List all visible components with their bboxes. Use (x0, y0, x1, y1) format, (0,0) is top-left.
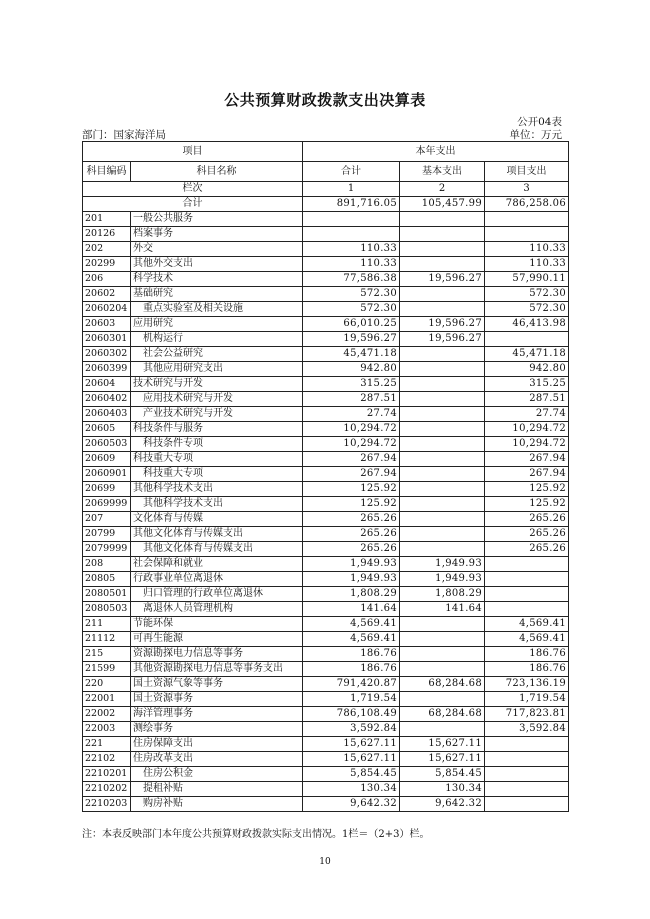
table-row (83, 617, 569, 632)
cell-project: 186.76 (485, 647, 569, 662)
table-row (83, 257, 569, 272)
cell-code: 21112 (83, 632, 131, 647)
cell-project: 265.26 (485, 542, 569, 557)
cell-name: 提租补贴 (131, 782, 303, 797)
table-row (83, 287, 569, 302)
table-row (83, 347, 569, 362)
table-row (83, 677, 569, 692)
cell-basic (400, 287, 485, 302)
cell-project: 572.30 (485, 287, 569, 302)
cell-total: 19,596.27 (303, 332, 400, 347)
table-row (83, 512, 569, 527)
cell-total: 27.74 (303, 407, 400, 422)
cell-total: 5,854.45 (303, 767, 400, 782)
cell-basic (400, 392, 485, 407)
cell-total: 265.26 (303, 527, 400, 542)
cell-basic (400, 422, 485, 437)
cell-total: 791,420.87 (303, 677, 400, 692)
cell-name: 档案事务 (131, 227, 303, 242)
cell-name: 住房改革支出 (131, 752, 303, 767)
table-row (83, 452, 569, 467)
cell-project: 110.33 (485, 242, 569, 257)
cell-project: 27.74 (485, 407, 569, 422)
cell-name: 应用技术研究与开发 (131, 392, 303, 407)
cell-total: 265.26 (303, 512, 400, 527)
cell-basic (400, 512, 485, 527)
cell-code: 220 (83, 677, 131, 692)
cell-project: 57,990.11 (485, 272, 569, 287)
cell-basic: 5,854.45 (400, 767, 485, 782)
cell-project: 4,569.41 (485, 617, 569, 632)
cell-total: 110.33 (303, 257, 400, 272)
cell-project: 717,823.81 (485, 707, 569, 722)
cell-basic (400, 347, 485, 362)
cell-name: 国土资源事务 (131, 692, 303, 707)
cell-name: 技术研究与开发 (131, 377, 303, 392)
cell-total (303, 212, 400, 227)
cell-name: 可再生能源 (131, 632, 303, 647)
col-index-1: 1 (303, 182, 400, 197)
cell-project (485, 752, 569, 767)
cell-project: 265.26 (485, 512, 569, 527)
cell-basic (400, 362, 485, 377)
total-row (83, 197, 569, 212)
cell-total: 267.94 (303, 452, 400, 467)
cell-basic (400, 377, 485, 392)
cell-project: 4,569.41 (485, 632, 569, 647)
cell-basic (400, 632, 485, 647)
cell-basic: 1,808.29 (400, 587, 485, 602)
cell-code: 20299 (83, 257, 131, 272)
cell-name: 国土资源气象等事务 (131, 677, 303, 692)
cell-basic (400, 482, 485, 497)
table-row (83, 752, 569, 767)
table-row (83, 272, 569, 287)
cell-name: 科技条件专项 (131, 437, 303, 452)
cell-total: 66,010.25 (303, 317, 400, 332)
cell-code: 20699 (83, 482, 131, 497)
cell-total: 4,569.41 (303, 632, 400, 647)
cell-code: 20604 (83, 377, 131, 392)
cell-total: 3,592.84 (303, 722, 400, 737)
cell-basic (400, 722, 485, 737)
table-row (83, 212, 569, 227)
table-row (83, 587, 569, 602)
cell-name: 应用研究 (131, 317, 303, 332)
cell-project (485, 797, 569, 812)
cell-basic: 19,596.27 (400, 272, 485, 287)
cell-name: 科技重大专项 (131, 452, 303, 467)
table-row (83, 647, 569, 662)
cell-basic (400, 437, 485, 452)
table-row (83, 557, 569, 572)
cell-name: 社会公益研究 (131, 347, 303, 362)
cell-name: 外交 (131, 242, 303, 257)
cell-name: 其他文化体育与传媒支出 (131, 542, 303, 557)
cell-name: 产业技术研究与开发 (131, 407, 303, 422)
cell-project: 1,719.54 (485, 692, 569, 707)
cell-project: 46,413.98 (485, 317, 569, 332)
cell-code: 206 (83, 272, 131, 287)
table-row (83, 227, 569, 242)
cell-basic (400, 302, 485, 317)
cell-basic: 15,627.11 (400, 737, 485, 752)
cell-name: 海洋管理事务 (131, 707, 303, 722)
cell-basic (400, 527, 485, 542)
cell-basic: 141.64 (400, 602, 485, 617)
cell-code: 2069999 (83, 497, 131, 512)
cell-code: 211 (83, 617, 131, 632)
cell-basic: 68,284.68 (400, 707, 485, 722)
cell-name: 归口管理的行政单位离退休 (131, 587, 303, 602)
cell-basic (400, 212, 485, 227)
cell-project (485, 737, 569, 752)
cell-code: 2080501 (83, 587, 131, 602)
cell-total: 1,808.29 (303, 587, 400, 602)
cell-project: 287.51 (485, 392, 569, 407)
cell-total: 77,586.38 (303, 272, 400, 287)
cell-total: 125.92 (303, 482, 400, 497)
cell-basic (400, 497, 485, 512)
header-name: 科目名称 (131, 162, 303, 182)
cell-total: 15,627.11 (303, 752, 400, 767)
cell-project: 942.80 (485, 362, 569, 377)
cell-name: 基础研究 (131, 287, 303, 302)
cell-code: 20609 (83, 452, 131, 467)
cell-code: 215 (83, 647, 131, 662)
cell-name: 资源勘探电力信息等事务 (131, 647, 303, 662)
cell-code: 22001 (83, 692, 131, 707)
table-row (83, 377, 569, 392)
cell-name: 购房补贴 (131, 797, 303, 812)
cell-name: 文化体育与传媒 (131, 512, 303, 527)
header-code: 科目编码 (83, 162, 131, 182)
cell-total: 141.64 (303, 602, 400, 617)
table-row (83, 317, 569, 332)
table-row (83, 362, 569, 377)
cell-basic: 9,642.32 (400, 797, 485, 812)
table-row (83, 797, 569, 812)
cell-basic (400, 227, 485, 242)
cell-code: 2060302 (83, 347, 131, 362)
page-number: 10 (319, 857, 331, 867)
table-row (83, 467, 569, 482)
cell-project (485, 332, 569, 347)
form-number: 公开04表 (517, 116, 562, 128)
cell-name: 科学技术 (131, 272, 303, 287)
cell-total: 786,108.49 (303, 707, 400, 722)
col-index-3: 3 (485, 182, 569, 197)
cell-code: 2210202 (83, 782, 131, 797)
total-project: 786,258.06 (485, 197, 569, 212)
cell-name: 重点实验室及相关设施 (131, 302, 303, 317)
cell-total: 130.34 (303, 782, 400, 797)
cell-name: 离退休人员管理机构 (131, 602, 303, 617)
budget-table (82, 141, 569, 812)
header-basic: 基本支出 (400, 162, 485, 182)
table-row (83, 482, 569, 497)
cell-code: 202 (83, 242, 131, 257)
cell-code: 2210201 (83, 767, 131, 782)
cell-total: 10,294.72 (303, 422, 400, 437)
cell-name: 测绘事务 (131, 722, 303, 737)
table-row (83, 782, 569, 797)
table-row (83, 332, 569, 347)
cell-project: 10,294.72 (485, 422, 569, 437)
cell-total: 4,569.41 (303, 617, 400, 632)
cell-total (303, 227, 400, 242)
header-item: 项目 (83, 142, 303, 162)
cell-project: 125.92 (485, 497, 569, 512)
cell-total: 110.33 (303, 242, 400, 257)
cell-code: 21599 (83, 662, 131, 677)
total-basic: 105,457.99 (400, 197, 485, 212)
cell-basic (400, 647, 485, 662)
header-total: 合计 (303, 162, 400, 182)
cell-code: 221 (83, 737, 131, 752)
cell-code: 20605 (83, 422, 131, 437)
table-row (83, 542, 569, 557)
cell-basic: 130.34 (400, 782, 485, 797)
table-row (83, 737, 569, 752)
cell-basic (400, 242, 485, 257)
header-current-year: 本年支出 (303, 142, 569, 162)
total-label: 合计 (83, 197, 303, 212)
cell-project (485, 557, 569, 572)
cell-basic (400, 407, 485, 422)
table-row (83, 302, 569, 317)
cell-name: 其他外交支出 (131, 257, 303, 272)
cell-project: 125.92 (485, 482, 569, 497)
cell-project: 186.76 (485, 662, 569, 677)
cell-name: 住房公积金 (131, 767, 303, 782)
cell-name: 其他应用研究支出 (131, 362, 303, 377)
page-title: 公共预算财政拨款支出决算表 (224, 91, 426, 109)
table-row (83, 422, 569, 437)
cell-code: 2060204 (83, 302, 131, 317)
cell-name: 科技条件与服务 (131, 422, 303, 437)
cell-total: 9,642.32 (303, 797, 400, 812)
cell-name: 其他资源勘探电力信息等事务支出 (131, 662, 303, 677)
cell-total: 572.30 (303, 302, 400, 317)
cell-name: 节能环保 (131, 617, 303, 632)
cell-code: 207 (83, 512, 131, 527)
table-row (83, 572, 569, 587)
cell-total: 315.25 (303, 377, 400, 392)
table-row (83, 242, 569, 257)
cell-total: 942.80 (303, 362, 400, 377)
cell-total: 186.76 (303, 647, 400, 662)
cell-project (485, 227, 569, 242)
cell-project: 723,136.19 (485, 677, 569, 692)
cell-basic (400, 662, 485, 677)
cell-name: 科技重大专项 (131, 467, 303, 482)
cell-project (485, 587, 569, 602)
cell-project: 110.33 (485, 257, 569, 272)
table-row (83, 722, 569, 737)
cell-code: 2079999 (83, 542, 131, 557)
header-row-1 (83, 142, 569, 162)
cell-basic (400, 692, 485, 707)
cell-code: 20602 (83, 287, 131, 302)
total-sum: 891,716.05 (303, 197, 400, 212)
cell-basic (400, 617, 485, 632)
header-project: 项目支出 (485, 162, 569, 182)
cell-code: 2060402 (83, 392, 131, 407)
cell-total: 267.94 (303, 467, 400, 482)
table-row (83, 707, 569, 722)
cell-project: 265.26 (485, 527, 569, 542)
unit-label: 单位：万元 (509, 129, 562, 141)
col-index-2: 2 (400, 182, 485, 197)
cell-basic (400, 467, 485, 482)
cell-total: 1,949.93 (303, 572, 400, 587)
table-row (83, 407, 569, 422)
cell-basic: 19,596.27 (400, 332, 485, 347)
cell-code: 208 (83, 557, 131, 572)
cell-project (485, 767, 569, 782)
cell-project (485, 782, 569, 797)
cell-name: 其他文化体育与传媒支出 (131, 527, 303, 542)
table-row (83, 527, 569, 542)
cell-code: 20805 (83, 572, 131, 587)
cell-total: 10,294.72 (303, 437, 400, 452)
table-row (83, 392, 569, 407)
table-row (83, 767, 569, 782)
cell-project: 267.94 (485, 467, 569, 482)
cell-code: 2060901 (83, 467, 131, 482)
cell-code: 20603 (83, 317, 131, 332)
cell-name: 机构运行 (131, 332, 303, 347)
row-label: 栏次 (83, 182, 303, 197)
cell-name: 行政事业单位离退休 (131, 572, 303, 587)
cell-code: 22003 (83, 722, 131, 737)
table-row (83, 497, 569, 512)
cell-project: 572.30 (485, 302, 569, 317)
cell-project (485, 572, 569, 587)
cell-name: 社会保障和就业 (131, 557, 303, 572)
cell-project: 267.94 (485, 452, 569, 467)
cell-total: 1,949.93 (303, 557, 400, 572)
cell-name: 其他科学技术支出 (131, 482, 303, 497)
cell-total: 186.76 (303, 662, 400, 677)
table-row (83, 632, 569, 647)
cell-name: 其他科学技术支出 (131, 497, 303, 512)
cell-project: 3,592.84 (485, 722, 569, 737)
table-row (83, 662, 569, 677)
cell-project (485, 212, 569, 227)
header-row-2 (83, 162, 569, 182)
cell-basic: 19,596.27 (400, 317, 485, 332)
cell-total: 572.30 (303, 287, 400, 302)
cell-basic (400, 542, 485, 557)
cell-total: 287.51 (303, 392, 400, 407)
cell-code: 201 (83, 212, 131, 227)
cell-code: 22102 (83, 752, 131, 767)
cell-code: 20126 (83, 227, 131, 242)
cell-code: 20799 (83, 527, 131, 542)
cell-code: 2080503 (83, 602, 131, 617)
cell-basic: 1,949.93 (400, 572, 485, 587)
table-note: 注：本表反映部门本年度公共预算财政拨款实际支出情况。1栏＝（2+3）栏。 (82, 829, 430, 840)
cell-basic: 68,284.68 (400, 677, 485, 692)
cell-basic: 15,627.11 (400, 752, 485, 767)
cell-name: 住房保障支出 (131, 737, 303, 752)
department-label: 部门：国家海洋局 (82, 129, 166, 141)
cell-code: 2060399 (83, 362, 131, 377)
cell-project (485, 602, 569, 617)
cell-total: 265.26 (303, 542, 400, 557)
cell-code: 2060301 (83, 332, 131, 347)
cell-code: 22002 (83, 707, 131, 722)
cell-code: 2060503 (83, 437, 131, 452)
cell-basic (400, 452, 485, 467)
cell-basic: 1,949.93 (400, 557, 485, 572)
cell-total: 15,627.11 (303, 737, 400, 752)
cell-total: 125.92 (303, 497, 400, 512)
cell-name: 一般公共服务 (131, 212, 303, 227)
cell-project: 45,471.18 (485, 347, 569, 362)
cell-total: 1,719.54 (303, 692, 400, 707)
column-index-row (83, 182, 569, 197)
table-row (83, 437, 569, 452)
cell-total: 45,471.18 (303, 347, 400, 362)
cell-project: 10,294.72 (485, 437, 569, 452)
cell-project: 315.25 (485, 377, 569, 392)
cell-code: 2210203 (83, 797, 131, 812)
cell-basic (400, 257, 485, 272)
cell-code: 2060403 (83, 407, 131, 422)
table-row (83, 692, 569, 707)
table-row (83, 602, 569, 617)
